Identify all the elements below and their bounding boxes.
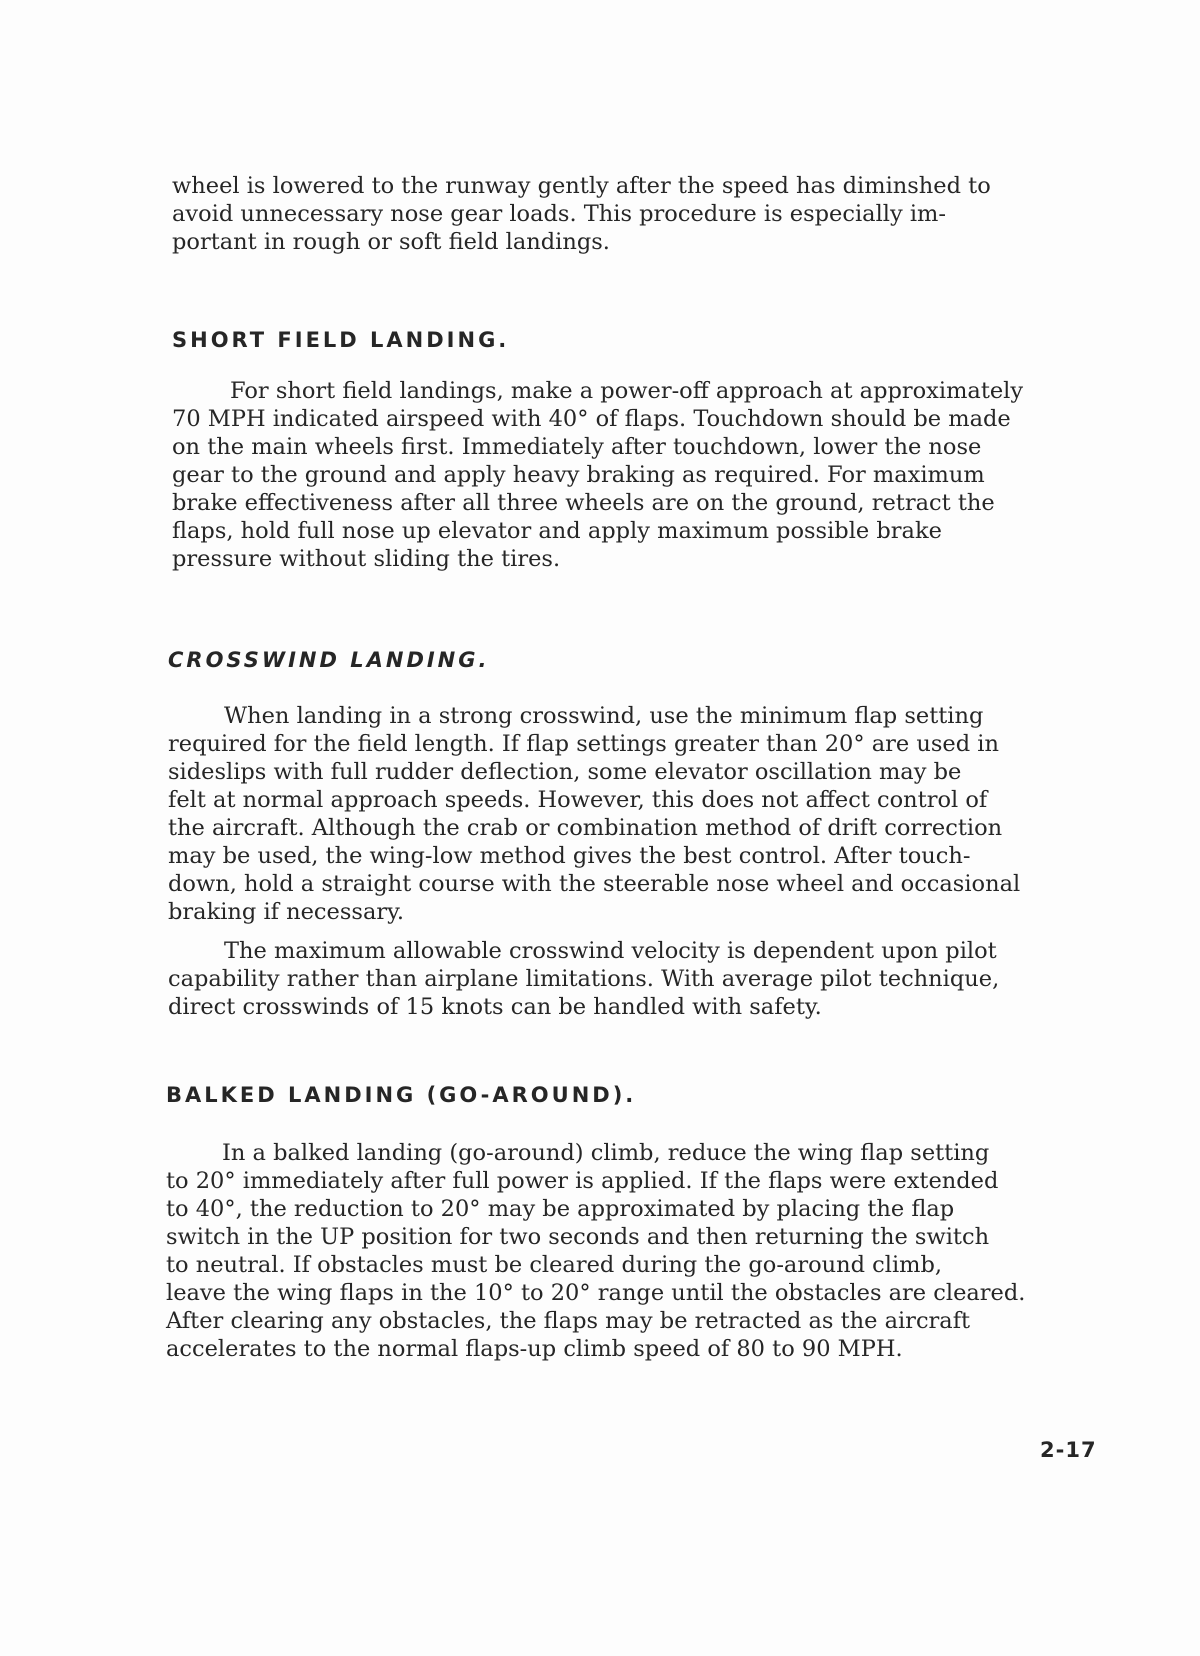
balked-line-5: to neutral. If obstacles must be cleared during the go-around climb, xyxy=(166,1252,943,1278)
balked-line-1: In a balked landing (go-around) climb, reduce the wing flap setting xyxy=(222,1140,990,1166)
crosswind-line-11: direct crosswinds of 15 knots can be handled with safety. xyxy=(168,994,822,1020)
short-field-heading: SHORT FIELD LANDING. xyxy=(172,328,510,352)
intro-line-2: avoid unnecessary nose gear loads. This procedure is especially im- xyxy=(172,201,946,227)
balked-line-4: switch in the UP position for two seconds and then returning the switch xyxy=(166,1224,990,1250)
balked-line-6: leave the wing flaps in the 10° to 20° range until the obstacles are cleared. xyxy=(166,1280,1026,1306)
balked-line-3: to 40°, the reduction to 20° may be approximated by placing the flap xyxy=(166,1196,955,1222)
short-field-line-1: For short field landings, make a power-off approach at approximately xyxy=(230,378,1024,404)
crosswind-line-9: The maximum allowable crosswind velocity is dependent upon pilot xyxy=(224,938,997,964)
crosswind-line-7: down, hold a straight course with the steerable nose wheel and occasional xyxy=(168,871,1021,897)
crosswind-line-8: braking if necessary. xyxy=(168,899,404,925)
intro-paragraph xyxy=(172,172,1132,256)
short-field-line-3: on the main wheels first. Immediately after touchdown, lower the nose xyxy=(172,434,982,460)
short-field-line-5: brake effectiveness after all three wheels are on the ground, retract the xyxy=(172,490,995,516)
crosswind-heading: CROSSWIND LANDING. xyxy=(168,648,490,672)
crosswind-paragraph-2 xyxy=(168,937,1128,1021)
balked-paragraph xyxy=(166,1139,1126,1363)
page-number: 2-17 xyxy=(1040,1438,1097,1462)
balked-line-7: After clearing any obstacles, the flaps may be retracted as the aircraft xyxy=(166,1308,971,1334)
crosswind-line-1: When landing in a strong crosswind, use the minimum flap setting xyxy=(224,703,984,729)
balked-line-8: accelerates to the normal flaps-up climb speed of 80 to 90 MPH. xyxy=(166,1336,903,1362)
balked-line-2: to 20° immediately after full power is applied. If the flaps were extended xyxy=(166,1168,999,1194)
short-field-line-2: 70 MPH indicated airspeed with 40° of flaps. Touchdown should be made xyxy=(172,406,1011,432)
intro-line-1: wheel is lowered to the runway gently after the speed has diminshed to xyxy=(172,173,991,199)
crosswind-line-2: required for the field length. If flap settings greater than 20° are used in xyxy=(168,731,999,757)
crosswind-line-5: the aircraft. Although the crab or combination method of drift correction xyxy=(168,815,1003,841)
short-field-paragraph xyxy=(172,377,1132,573)
short-field-line-6: flaps, hold full nose up elevator and apply maximum possible brake xyxy=(172,518,942,544)
crosswind-paragraph-1 xyxy=(168,702,1128,926)
crosswind-line-6: may be used, the wing-low method gives the best control. After touch- xyxy=(168,843,971,869)
intro-line-3: portant in rough or soft field landings. xyxy=(172,229,610,255)
short-field-line-7: pressure without sliding the tires. xyxy=(172,546,561,572)
balked-heading: BALKED LANDING (GO-AROUND). xyxy=(166,1083,637,1107)
crosswind-line-4: felt at normal approach speeds. However, this does not affect control of xyxy=(168,787,988,813)
crosswind-line-10: capability rather than airplane limitations. With average pilot technique, xyxy=(168,966,1000,992)
crosswind-line-3: sideslips with full rudder deflection, some elevator oscillation may be xyxy=(168,759,962,785)
short-field-line-4: gear to the ground and apply heavy braking as required. For maximum xyxy=(172,462,985,488)
